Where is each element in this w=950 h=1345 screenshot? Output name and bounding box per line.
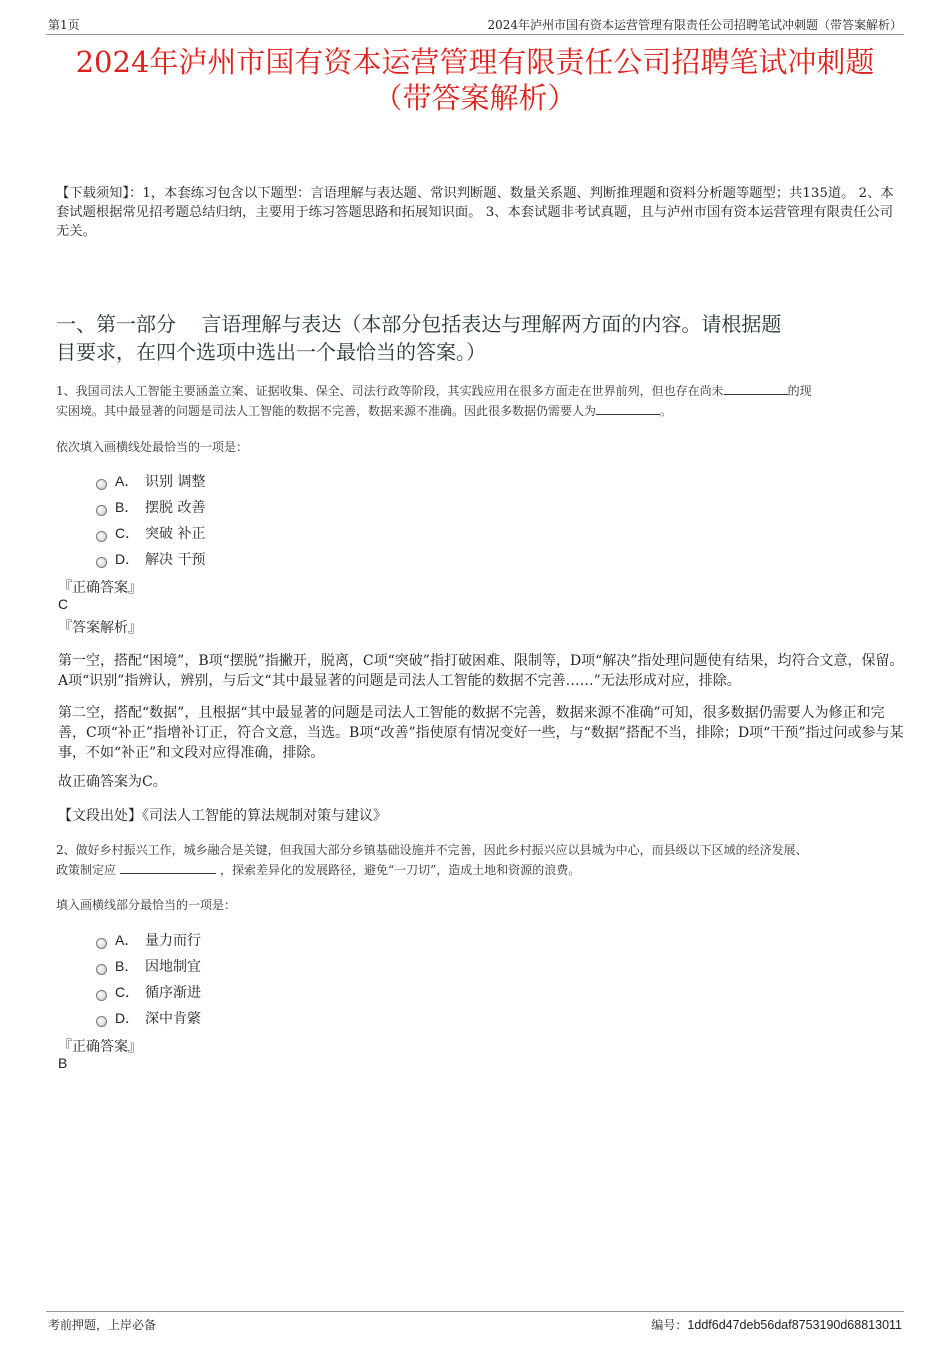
- option-d[interactable]: D． 解决 干预: [96, 546, 205, 572]
- page-footer: [46, 1311, 904, 1332]
- question-1-text: 1、我国司法人工智能主要涵盖立案、证据收集、保全、司法行政等阶段，其实践应用在很多方面走在世界前列，但也存在尚未 的现 实困境。其中最显著的问题是司法人工智能的数据不完善，数据来源不准确。因此很多数据仍需要人为 。: [56, 384, 812, 418]
- blank-1: [724, 382, 788, 395]
- title-line-1: 2024年泸州市国有资本运营管理有限责任公司招聘笔试冲刺题: [75, 45, 875, 79]
- option-a[interactable]: A． 识别 调整: [96, 468, 205, 494]
- option-a[interactable]: A． 量力而行: [96, 927, 201, 953]
- radio-icon[interactable]: [96, 964, 107, 975]
- header-doc-title: 2024年泸州市国有资本运营管理有限责任公司招聘笔试冲刺题（带答案解析）: [487, 18, 902, 32]
- option-b[interactable]: B． 摆脱 改善: [96, 494, 205, 520]
- download-notice: 【下载须知】：1，本套练习包含以下题型：言语理解与表达题、常识判断题、数量关系题、判断推理题和资料分析题等题型；共135道。 2、本套试题根据常见招考题总结归纳，主要用于练习答题思路和拓展知识面。 3、本套试题非考试真题，且与泸州市国有资本运营管理有限责任公司无关。: [56, 186, 894, 239]
- question-1-options: [96, 468, 205, 572]
- answer-label: 『正确答案』: [58, 1039, 142, 1055]
- section-heading-line-2: 目要求，在四个选项中选出一个最恰当的答案。）: [56, 340, 486, 364]
- question-2-text: 2、做好乡村振兴工作，城乡融合是关键，但我国大部分乡镇基础设施并不完善，因此乡村振兴应以县城为中心，而县级以下区域的经济发展、 政策制定应 ，探索差异化的发展路径，避免“一刀切”，造成土地和资源的浪费。: [56, 843, 808, 877]
- option-c[interactable]: C． 突破 补正: [96, 520, 205, 546]
- question-2-instruction: 填入画横线部分最恰当的一项是：: [56, 898, 237, 912]
- analysis-label: 『答案解析』: [58, 620, 142, 636]
- radio-icon[interactable]: [96, 505, 107, 516]
- option-c[interactable]: C． 循序渐进: [96, 979, 201, 1005]
- option-d[interactable]: D． 深中肯綮: [96, 1005, 201, 1031]
- radio-icon[interactable]: [96, 1016, 107, 1027]
- radio-icon[interactable]: [96, 990, 107, 1001]
- question-2-options: [96, 927, 201, 1031]
- answer-value: C: [58, 596, 69, 612]
- page-header: [46, 16, 904, 35]
- footer-code: 编号：1ddf6d47deb56daf8753190d68813011: [651, 1318, 902, 1332]
- analysis-paragraph-1: 第一空，搭配“困境”，B项“摆脱”指撇开，脱离，C项“突破”指打破困难、限制等，D项“解决”指处理问题使有结果，均符合文意，保留。A项“识别”指辨认，辨别，与后文“其中最显著的问题是司法人工智能的数据不完善……”无法形成对应，排除。: [58, 653, 904, 689]
- blank-2: [596, 402, 660, 415]
- radio-icon[interactable]: [96, 531, 107, 542]
- page-number: 第1页: [48, 18, 80, 32]
- blank-1: [120, 861, 216, 874]
- radio-icon[interactable]: [96, 938, 107, 949]
- answer-label: 『正确答案』: [58, 580, 142, 596]
- title-line-2: （带答案解析）: [373, 81, 577, 115]
- question-1-instruction: 依次填入画横线处最恰当的一项是：: [56, 440, 249, 454]
- section-heading-line-1: 一、第一部分 言语理解与表达（本部分包括表达与理解两方面的内容。请根据题: [56, 312, 782, 336]
- analysis-paragraph-2: 第二空，搭配“数据”，且根据“其中最显著的问题是司法人工智能的数据不完善，数据来源不准确”可知，很多数据仍需要人为修正和完善，C项“补正”指增补订正，符合文意，当选。B项“改善”指使原有情况变好一些，与“数据”搭配不当，排除；D项“干预”指过问或参与某事，不如“补正”和文段对应得准确，排除。: [58, 705, 904, 761]
- section-heading: [56, 310, 904, 366]
- answer-value: B: [58, 1055, 68, 1071]
- footer-slogan: 考前押题，上岸必备: [48, 1318, 157, 1332]
- source-reference: 【文段出处】《司法人工智能的算法规制对策与建议》: [58, 808, 387, 824]
- option-b[interactable]: B． 因地制宜: [96, 953, 201, 979]
- radio-icon[interactable]: [96, 557, 107, 568]
- radio-icon[interactable]: [96, 479, 107, 490]
- document-title: [40, 44, 910, 116]
- analysis-conclusion: 故正确答案为C。: [58, 774, 167, 790]
